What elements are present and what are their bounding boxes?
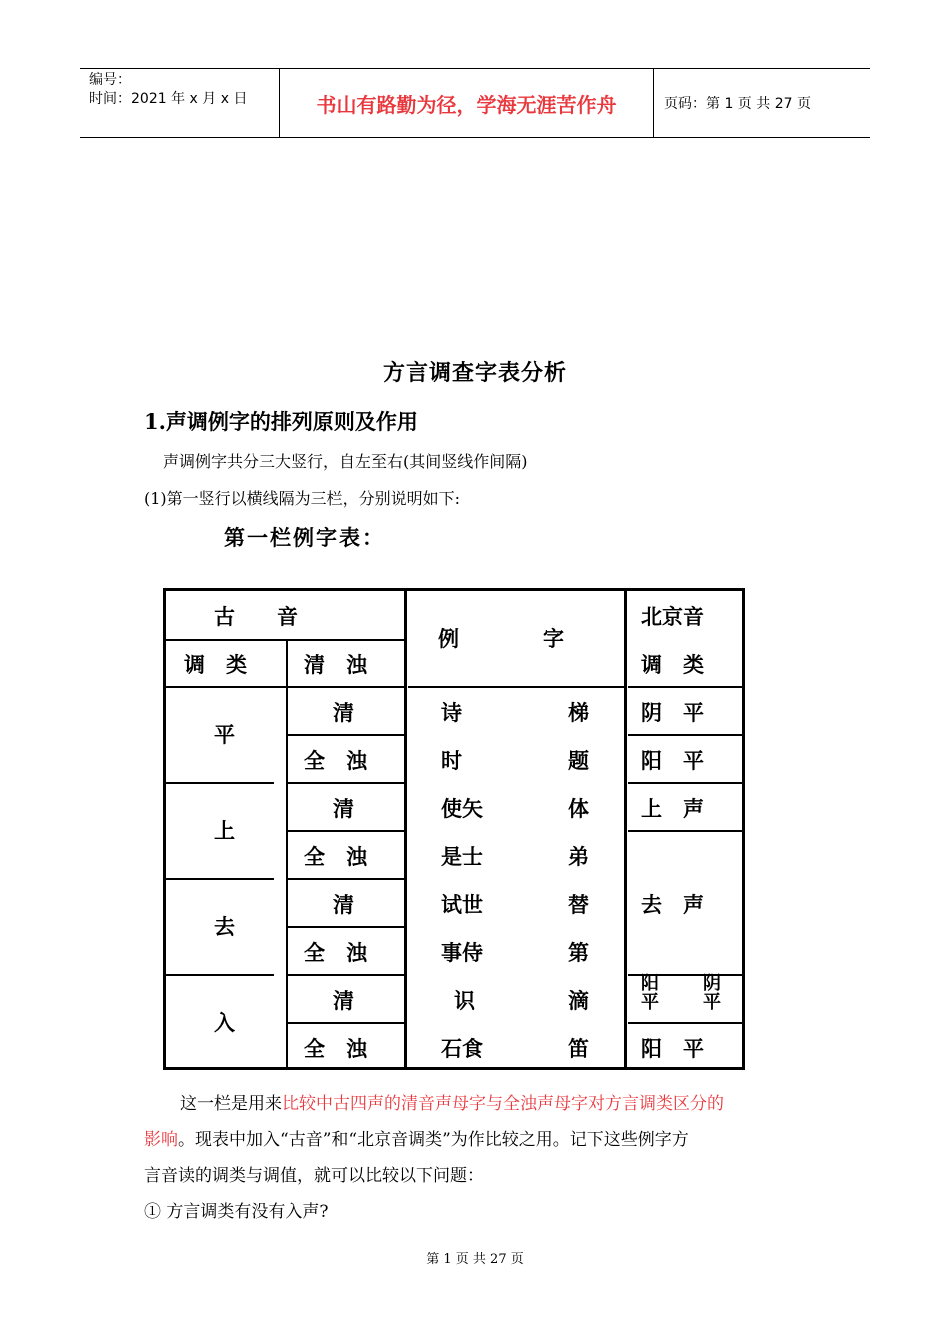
example-right: 体 — [568, 797, 589, 821]
example-right: 第 — [568, 941, 589, 965]
divider-line — [628, 686, 742, 688]
divider-line — [404, 591, 407, 1069]
section-heading: 1.声调例字的排列原则及作用 — [144, 409, 418, 434]
divider-line — [286, 830, 404, 832]
divider-line — [628, 830, 742, 832]
divider-line — [286, 878, 404, 880]
quan-zhuo-label: 全 浊 — [304, 845, 367, 869]
bj-shang-sheng: 上 声 — [641, 797, 704, 821]
example-right: 笛 — [568, 1037, 589, 1061]
tone-example-table — [163, 588, 745, 1070]
body-paragraph — [144, 1086, 814, 1230]
divider-line — [286, 782, 404, 784]
bj-yang-ping-2: 阳 平 — [641, 1037, 704, 1061]
bj-yang-ping: 阳 平 — [641, 749, 704, 773]
quan-zhuo-label: 全 浊 — [304, 1037, 367, 1061]
qing-label: 清 — [333, 701, 354, 725]
header-qing-zhuo: 清 浊 — [304, 653, 367, 677]
divider-line — [166, 878, 274, 880]
time-label: 时间：2021 年 x 月 x 日 — [89, 91, 248, 107]
divider-line — [166, 974, 274, 976]
qing-label: 清 — [333, 797, 354, 821]
bj-ping: 平 — [703, 992, 721, 1013]
header-meta — [80, 69, 280, 137]
divider-line — [408, 686, 624, 688]
example-left: 诗 — [441, 701, 462, 725]
divider-line — [286, 974, 404, 976]
bj-ping: 平 — [641, 992, 659, 1013]
body-line-1 — [144, 1086, 814, 1122]
example-left: 使矢 — [441, 797, 483, 821]
divider-line — [286, 1022, 404, 1024]
header-diao-lei: 调 类 — [184, 653, 247, 677]
divider-line — [624, 591, 627, 1069]
tone-shang: 上 — [214, 819, 235, 843]
qing-label: 清 — [333, 989, 354, 1013]
divider-line — [286, 639, 288, 1069]
example-right: 滴 — [568, 989, 589, 1013]
example-left: 识 — [454, 989, 475, 1013]
bj-qu-sheng: 去 声 — [641, 893, 704, 917]
header-li-zi: 例 字 — [438, 627, 564, 651]
divider-line — [628, 1022, 742, 1024]
body-line-2 — [144, 1122, 814, 1158]
bj-yin: 阴 — [703, 973, 721, 994]
highlight-text: 比较中古四声的清音声母字与全浊声母字对方言调类区分的 — [282, 1094, 724, 1114]
highlight-text: 影响 — [144, 1130, 178, 1150]
example-right: 梯 — [568, 701, 589, 725]
page-footer: 第 1 页 共 27 页 — [426, 1252, 524, 1267]
divider-line — [166, 639, 404, 641]
example-left: 是士 — [441, 845, 483, 869]
quan-zhuo-label: 全 浊 — [304, 941, 367, 965]
tone-ru: 入 — [214, 1011, 235, 1035]
divider-line — [628, 782, 742, 784]
header-bj-diao-lei: 调 类 — [641, 653, 704, 677]
body-line-3: 言音读的调类与调值，就可以比较以下问题： — [144, 1166, 484, 1186]
example-left: 石食 — [441, 1037, 483, 1061]
divider-line — [166, 686, 404, 688]
table-caption: 第一栏例字表： — [224, 526, 385, 550]
example-right: 弟 — [568, 845, 589, 869]
page-header — [80, 68, 870, 138]
paragraph-1: 声调例字共分三大竖行，自左至右(其间竖线作间隔) — [163, 452, 528, 471]
header-gu-yin: 古 音 — [214, 605, 298, 629]
header-bj-yin: 北京音 — [641, 605, 704, 629]
tone-ping: 平 — [214, 723, 235, 747]
paragraph-2: (1)第一竖行以横线隔为三栏，分别说明如下: — [144, 489, 461, 508]
header-page-info: 页码：第 1 页 共 27 页 — [664, 96, 811, 112]
bj-yin-ping: 阴 平 — [641, 701, 704, 725]
body-line-4: ① 方言调类有没有入声? — [144, 1202, 329, 1222]
example-left: 事侍 — [441, 941, 483, 965]
divider-line — [628, 734, 742, 736]
example-left: 时 — [441, 749, 462, 773]
example-left: 试世 — [441, 893, 483, 917]
quan-zhuo-label: 全 浊 — [304, 749, 367, 773]
example-right: 替 — [568, 893, 589, 917]
text-span: 。现表中加入“古音”和“北京音调类”为作比较之用。记下这些例字方 — [178, 1130, 689, 1150]
bj-yang: 阳 — [641, 973, 659, 994]
document-title: 方言调查字表分析 — [382, 360, 567, 386]
text-span: 这一栏是用来 — [180, 1094, 282, 1114]
tone-qu: 去 — [214, 915, 235, 939]
divider-line — [286, 734, 404, 736]
number-label: 编号： — [89, 72, 131, 88]
example-right: 题 — [568, 749, 589, 773]
divider-line — [166, 782, 274, 784]
header-motto: 书山有路勤为径，学海无涯苦作舟 — [280, 69, 654, 137]
divider-line — [286, 926, 404, 928]
qing-label: 清 — [333, 893, 354, 917]
